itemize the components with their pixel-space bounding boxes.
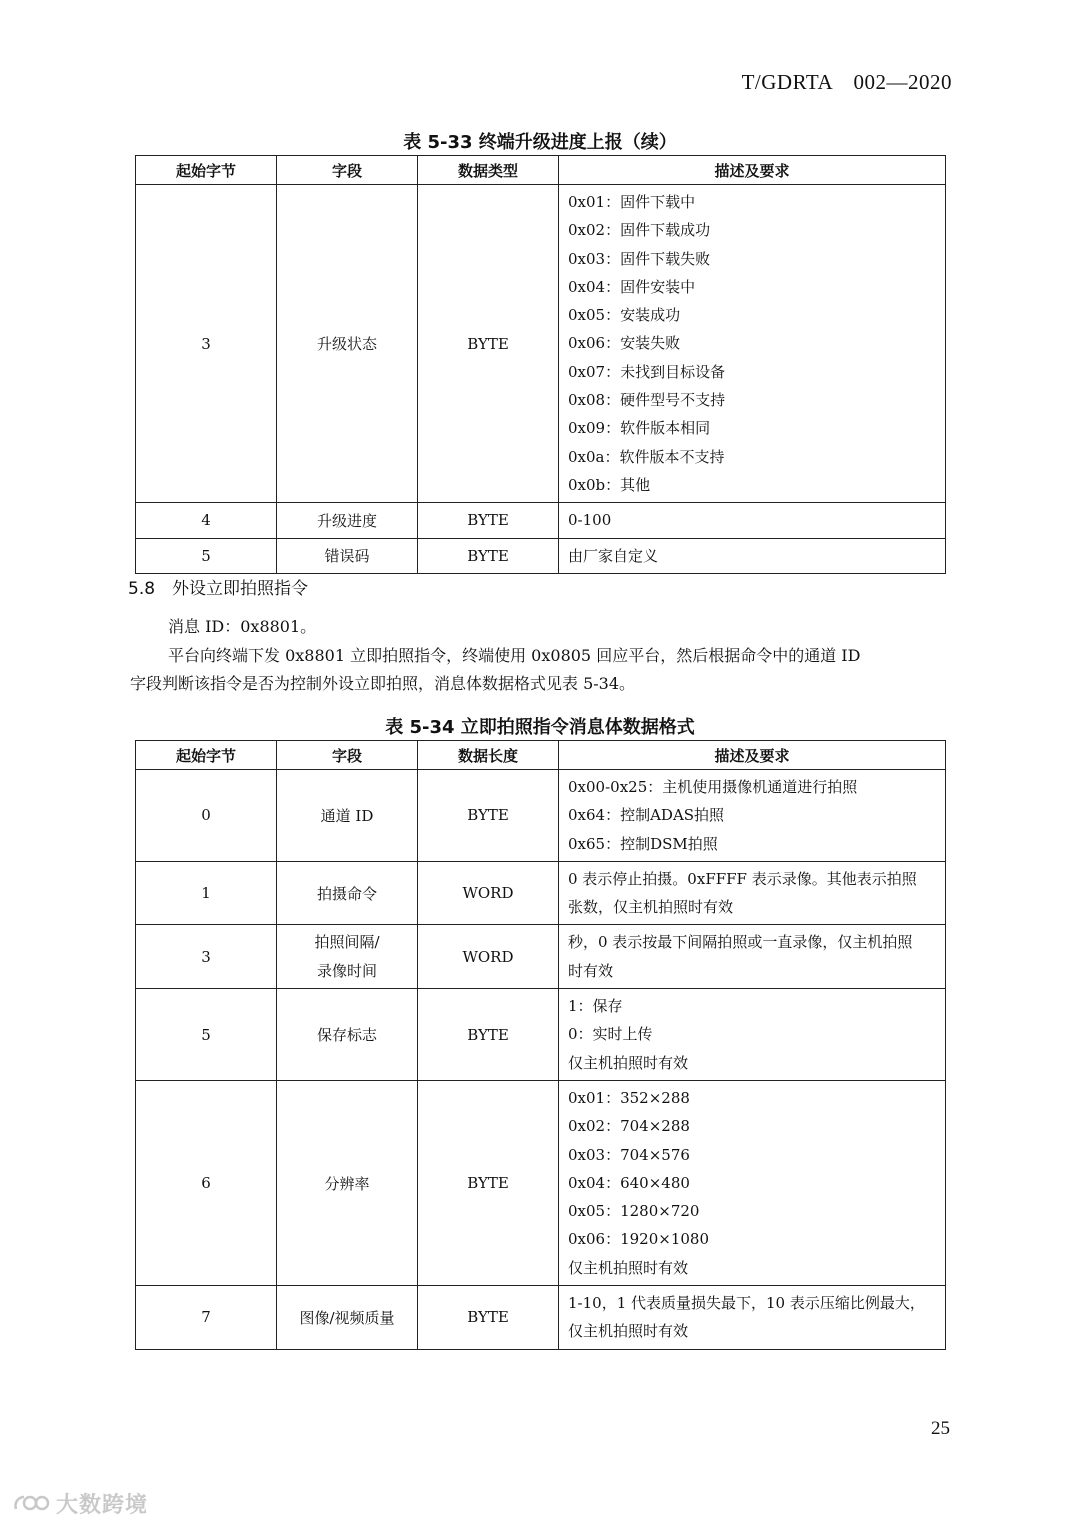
column-header-data-length: 数据长度 bbox=[418, 741, 559, 770]
field-line: 通道 ID bbox=[320, 806, 374, 825]
description-line: 仅主机拍照时有效 bbox=[568, 1053, 689, 1072]
description-line: 0x01：352×288 bbox=[568, 1088, 690, 1107]
description-line: 0：实时上传 bbox=[568, 1025, 653, 1044]
table-row bbox=[136, 1080, 946, 1285]
page-number: 25 bbox=[931, 1418, 950, 1439]
table-row bbox=[136, 861, 946, 925]
section-heading: 5.8 外设立即拍照指令 bbox=[128, 579, 309, 599]
description-line: 0x65：控制DSM拍照 bbox=[568, 834, 718, 853]
field-line: 拍照间隔/ bbox=[314, 933, 380, 952]
description-line: 0x06：1920×1080 bbox=[568, 1230, 710, 1249]
field-cell: 升级进度 bbox=[277, 503, 418, 538]
description-line: 0x07：未找到目标设备 bbox=[568, 362, 726, 381]
column-header-data-type: 数据类型 bbox=[418, 156, 559, 185]
column-header-start-byte: 起始字节 bbox=[136, 156, 277, 185]
watermark-text: 大数跨境 bbox=[56, 1493, 149, 1518]
field-line: 拍摄命令 bbox=[316, 884, 377, 903]
description-line: 0x0a：软件版本不支持 bbox=[568, 447, 725, 466]
table-row bbox=[136, 185, 946, 503]
description-line: 0x03：固件下载失败 bbox=[568, 249, 711, 268]
column-header-description: 描述及要求 bbox=[559, 156, 946, 185]
field-cell bbox=[277, 770, 418, 862]
column-header-field: 字段 bbox=[277, 741, 418, 770]
description-line: 0x0b：其他 bbox=[568, 475, 651, 494]
description-line: 张数，仅主机拍照时有效 bbox=[568, 898, 734, 917]
description-line: 0x03：704×576 bbox=[568, 1145, 690, 1164]
paragraph-body-line2: 字段判断该指令是否为控制外设立即拍照，消息体数据格式见表 5-34。 bbox=[130, 674, 636, 693]
start-byte-cell: 4 bbox=[136, 503, 277, 538]
data-type-cell: BYTE bbox=[418, 503, 559, 538]
description-line: 仅主机拍照时有效 bbox=[568, 1322, 689, 1341]
field-line: 保存标志 bbox=[316, 1026, 377, 1045]
description-line: 1-10，1 代表质量损失最下，10 表示压缩比例最大， bbox=[568, 1294, 925, 1313]
description-line: 0x08：硬件型号不支持 bbox=[568, 391, 726, 410]
table-5-33-caption: 表 5-33 终端升级进度上报（续） bbox=[403, 132, 677, 153]
column-header-start-byte: 起始字节 bbox=[136, 741, 277, 770]
field-cell bbox=[277, 1080, 418, 1285]
field-cell bbox=[277, 1286, 418, 1350]
table-5-34 bbox=[135, 740, 946, 1350]
description-cell bbox=[559, 503, 946, 538]
description-line: 秒，0 表示按最下间隔拍照或一直录像，仅主机拍照 bbox=[568, 933, 913, 952]
table-5-34-caption: 表 5-34 立即拍照指令消息体数据格式 bbox=[385, 717, 695, 738]
data-length-cell: WORD bbox=[418, 861, 559, 925]
field-line: 分辨率 bbox=[324, 1174, 370, 1193]
document-code-header: T/GDRTA 002—2020 bbox=[741, 70, 952, 94]
start-byte-cell: 5 bbox=[136, 989, 277, 1081]
start-byte-cell: 7 bbox=[136, 1286, 277, 1350]
description-line: 1：保存 bbox=[568, 997, 623, 1016]
description-cell bbox=[559, 1080, 946, 1285]
description-cell bbox=[559, 538, 946, 573]
description-line: 由厂家自定义 bbox=[568, 546, 659, 565]
data-length-cell: WORD bbox=[418, 925, 559, 989]
start-byte-cell: 3 bbox=[136, 925, 277, 989]
watermark bbox=[12, 1488, 148, 1521]
table-header-row bbox=[136, 156, 946, 185]
data-length-cell: BYTE bbox=[418, 1080, 559, 1285]
table-row bbox=[136, 770, 946, 862]
table-row bbox=[136, 538, 946, 573]
description-line: 0-100 bbox=[568, 511, 612, 530]
description-line: 0x01：固件下载中 bbox=[568, 193, 696, 211]
start-byte-cell: 6 bbox=[136, 1080, 277, 1285]
table-header-row bbox=[136, 741, 946, 770]
table-row bbox=[136, 925, 946, 989]
field-line: 图像/视频质量 bbox=[299, 1308, 395, 1327]
data-length-cell: BYTE bbox=[418, 770, 559, 862]
description-line: 0x09：软件版本相同 bbox=[568, 419, 711, 438]
paragraph-message-id: 消息 ID：0x8801。 bbox=[168, 617, 317, 636]
description-cell bbox=[559, 1286, 946, 1350]
description-line: 0x05：安装成功 bbox=[568, 306, 681, 325]
description-line: 0x04：固件安装中 bbox=[568, 277, 696, 296]
description-line: 0x05：1280×720 bbox=[568, 1202, 700, 1221]
description-cell bbox=[559, 770, 946, 862]
watermark-logo-icon bbox=[12, 1491, 50, 1521]
field-line: 录像时间 bbox=[316, 961, 377, 980]
start-byte-cell: 3 bbox=[136, 185, 277, 503]
data-type-cell: BYTE bbox=[418, 185, 559, 503]
description-line: 0x06：安装失败 bbox=[568, 334, 681, 353]
description-line: 0x64：控制ADAS拍照 bbox=[568, 806, 725, 825]
field-cell bbox=[277, 861, 418, 925]
column-header-description: 描述及要求 bbox=[559, 741, 946, 770]
description-cell bbox=[559, 989, 946, 1081]
description-line: 0x04：640×480 bbox=[568, 1173, 690, 1192]
description-line: 0x02：704×288 bbox=[568, 1117, 690, 1136]
description-line: 0x00-0x25：主机使用摄像机通道进行拍照 bbox=[568, 778, 858, 796]
description-line: 0 表示停止拍摄。0xFFFF 表示录像。其他表示拍照 bbox=[568, 869, 917, 888]
start-byte-cell: 1 bbox=[136, 861, 277, 925]
field-cell: 错误码 bbox=[277, 538, 418, 573]
paragraph-body-line1: 平台向终端下发 0x8801 立即拍照指令，终端使用 0x0805 回应平台，然后根据命令中的通道 ID bbox=[168, 646, 861, 665]
start-byte-cell: 0 bbox=[136, 770, 277, 862]
description-line: 0x02：固件下载成功 bbox=[568, 221, 711, 240]
data-length-cell: BYTE bbox=[418, 1286, 559, 1350]
data-length-cell: BYTE bbox=[418, 989, 559, 1081]
description-line: 时有效 bbox=[568, 961, 614, 980]
description-line: 仅主机拍照时有效 bbox=[568, 1258, 689, 1277]
field-cell: 升级状态 bbox=[277, 185, 418, 503]
description-cell bbox=[559, 861, 946, 925]
table-5-33 bbox=[135, 155, 946, 574]
field-cell bbox=[277, 925, 418, 989]
description-cell bbox=[559, 185, 946, 503]
table-row bbox=[136, 503, 946, 538]
start-byte-cell: 5 bbox=[136, 538, 277, 573]
data-type-cell: BYTE bbox=[418, 538, 559, 573]
field-cell bbox=[277, 989, 418, 1081]
column-header-field: 字段 bbox=[277, 156, 418, 185]
table-row bbox=[136, 989, 946, 1081]
description-cell bbox=[559, 925, 946, 989]
table-row bbox=[136, 1286, 946, 1350]
